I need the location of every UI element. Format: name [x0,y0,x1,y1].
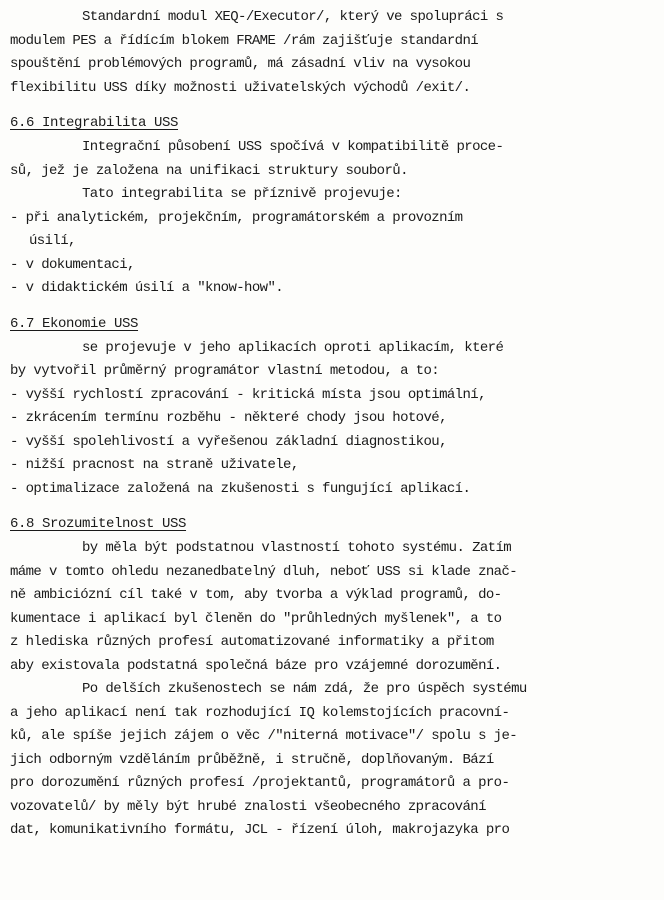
section-heading-text: 6.8 Srozumitelnost USS [10,516,187,532]
section-6-8 [10,513,664,843]
bullet-item: - v didaktickém úsilí a "know-how". [10,280,284,296]
bullet-item: - vyšší spolehlivostí a vyřešenou základní diagnostikou, [10,433,447,450]
text-line: ně ambiciózní cíl také v tom, aby tvorba a výklad programů, do- [10,587,502,603]
text-line: aby existovala podstatná společná báze pro vzájemné dorozumění. [10,657,502,674]
text-line: kumentace i aplikací byl členěn do "průhledných myšlenek", a to [10,610,502,627]
text-line: vozovatelů/ by měly být hrubé znalosti všeobecného zpracování [10,798,486,815]
section-heading [10,112,664,136]
text-line: jich odborným vzděláním průběžně, i stručně, doplňovaným. Bází [10,751,494,768]
bullet-item-continuation: úsilí, [29,233,76,249]
text-line: Po delších zkušenostech se nám zdá, že pro úspěch systému [82,681,527,697]
bullet-item: - při analytickém, projekčním, programátorském a provozním [10,209,463,226]
intro-paragraph [10,6,664,100]
text-line: se projevuje v jeho aplikacích oproti aplikacím, které [82,339,504,356]
text-line: Tato integrabilita se příznivě projevuje: [82,186,402,202]
section-6-7 [10,313,664,502]
text-line: ků, ale spíše jejich zájem o věc /"niterná motivace"/ spolu s je- [10,728,518,744]
text-line: flexibilitu USS díky možnosti uživatelských východů /exit/. [10,79,471,96]
bullet-item: - v dokumentaci, [10,256,135,273]
text-line: dat, komunikativního formátu, JCL - řízení úloh, makrojazyka pro [10,822,510,838]
section-heading-text: 6.7 Ekonomie USS [10,315,139,332]
bullet-item: - vyšší rychlostí zpracování - kritická místa jsou optimální, [10,386,486,403]
bullet-item: - optimalizace založená na zkušenosti s fungující aplikací. [10,480,471,497]
section-6-6 [10,112,664,301]
text-line: pro dorozumění různých profesí /projektantů, programátorů a pro- [10,775,510,791]
text-line: modulem PES a řídícím blokem FRAME /rám zajišťuje standardní [10,32,479,49]
text-line: máme v tomto ohledu nezanedbatelný dluh, neboť USS si klade znač- [10,563,518,580]
text-line: z hlediska různých profesí automatizované informatiky a přitom [10,634,494,650]
section-gap [10,301,664,313]
text-line: a jeho aplikací není tak rozhodující IQ kolemstojících pracovní- [10,704,510,721]
text-line: Standardní modul XEQ-/Executor/, který ve spolupráci s [82,9,504,25]
section-heading [10,513,664,537]
section-heading [10,313,664,337]
bullet-item: - zkrácením termínu rozběhu - některé chody jsou hotové, [10,410,447,426]
text-line: sů, jež je založena na unifikaci struktury souborů. [10,162,408,179]
text-line: Integrační působení USS spočívá v kompatibilitě proce- [82,139,504,155]
section-gap [10,501,664,513]
bullet-item: - nižší pracnost na straně uživatele, [10,457,299,473]
section-heading-text: 6.6 Integrabilita USS [10,115,179,131]
text-line: by vytvořil průměrný programátor vlastní metodou, a to: [10,363,440,379]
text-line: by měla být podstatnou vlastností tohoto systému. Zatím [82,540,512,556]
section-gap [10,100,664,112]
text-line: spouštění problémových programů, má zásadní vliv na vysokou [10,56,471,72]
